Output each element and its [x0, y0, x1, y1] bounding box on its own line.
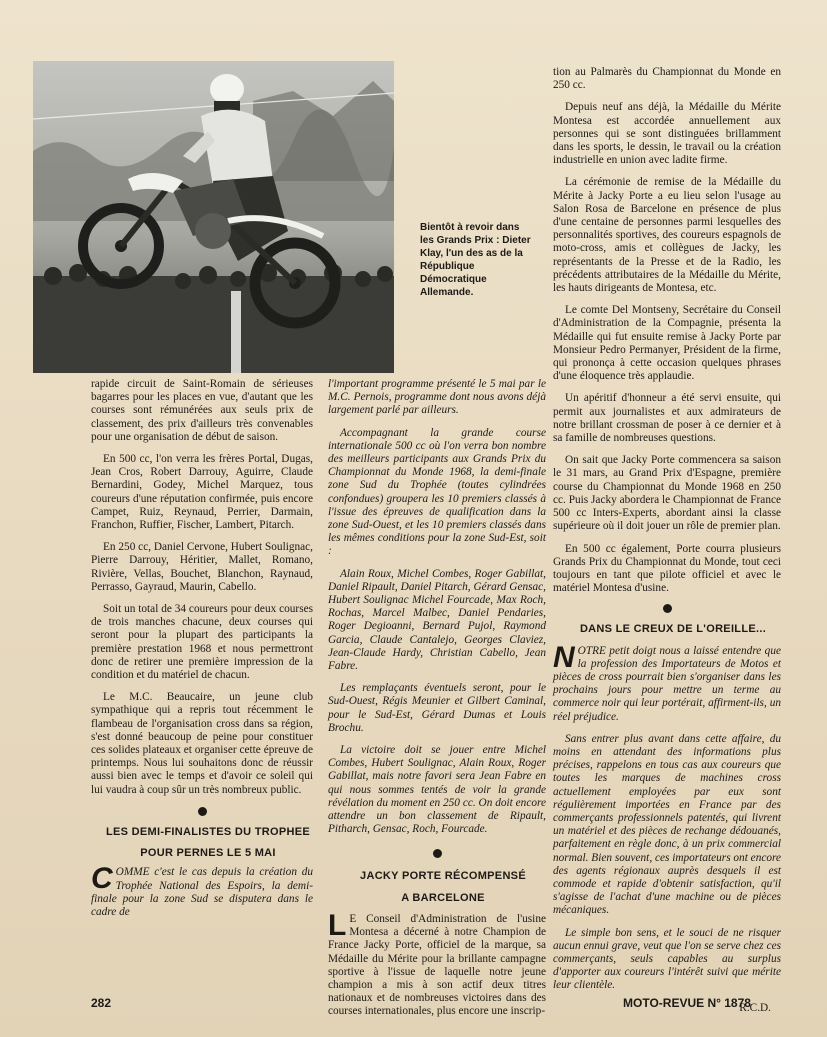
section-bullet: [198, 807, 207, 816]
drop-cap-text: OTRE petit doigt nous a laissé entendre que la profession des Importateurs de Motos et pièces de cross pourrait bien s'organiser dans les prochains jours pour mettre un terme au commerce noir qui leur portérait, affirment-ils, un réel préjudice.: [553, 644, 781, 723]
paragraph: tion au Palmarès du Championnat du Monde en 250 cc.: [553, 66, 781, 92]
section-subheading: A BARCELONE: [401, 891, 485, 904]
section-heading: JACKY PORTE RÉCOMPENSÉ: [360, 869, 526, 882]
photo-caption: Bientôt à revoir dans les Grands Prix : Dieter Klay, l'un des as de la République Démocratique Allemande.: [420, 222, 531, 298]
paragraph: En 250 cc, Daniel Cervone, Hubert Soulignac, Pierre Darrouy, Héritier, Mallet, Romano, Rivière, Vellas, Bouchet, Blanchon, Raynaud, Perrasso, Gayraud, Maurin, Cabello.: [91, 541, 313, 593]
section-heading: DANS LE CREUX DE L'OREILLE...: [579, 623, 767, 636]
signature: R.C.D.: [739, 1001, 771, 1014]
drop-cap-text: OMME c'est le cas depuis la création du Trophée National des Espoirs, la demi-finale pour la zone Sud se disputera dans le cadre de: [91, 866, 313, 918]
paragraph: Les remplaçants éventuels seront, pour le Sud-Ouest, Régis Meunier et Gilbert Caminal, pour le Sud-Est, Gérard Dumas et Louis Brochu.: [328, 682, 546, 734]
page-number: 282: [91, 996, 112, 1010]
paragraph: l'important programme présenté le 5 mai par le M.C. Pernois, programme dont nous avons déjà largement parlé par ailleurs.: [328, 378, 546, 417]
paragraph: Depuis neuf ans déjà, la Médaille du Mérite Montesa est accordée annuellement aux personnes qui se sont distinguées brillamment dans les sports, le dessin, le travail ou la création industrielle en union avec ladite firme.: [553, 101, 781, 167]
drop-cap: C: [91, 862, 113, 896]
paragraph: En 500 cc, l'on verra les frères Portal, Dugas, Jean Cros, Robert Darrouy, Aguirre, Claude Bernardini, Godey, Michel Marquez, tous coureurs d'une réputation confirmée, puis encore Campet, Ruiz, Reynaud, Perrier, Darmain, Franchon, Ruffier, Fischer, Lambert, Pitarch.: [91, 453, 313, 532]
drop-cap: L: [328, 908, 347, 942]
paragraph: rapide circuit de Saint-Romain de sérieuses bagarres pour les places en vue, d'autant que les courses sont rémunérées aux seuls prix de classement, des prix d'ailleurs très convenables pour une organisation de début de saison.: [91, 378, 313, 443]
competitor-list: Alain Roux, Michel Combes, Roger Gabillat, Daniel Ripault, Daniel Pitarch, Gérard Gensac, Hubert Soulignac Michel Fourcade, Max Roch, Rochas, Marcel Malbec, Daniel Pendaries, Roger Degioanni, Bernard Pujol, Raymond Garcia, Claude Cantalejo, Georges Claviez, Jean-Claude Hardy, Christian Cabello, Jean Fabre.: [328, 567, 546, 673]
paragraph: Le simple bon sens, et le souci de ne risquer aucun ennui grave, veut que l'on se serve chez ces commerçants, seuls capables au surplus d'apporter aux coureurs l'intérêt suivi que mérite leur clientèle.: [553, 926, 781, 992]
column-1: [91, 378, 313, 928]
paragraph: Le comte Del Montseny, Secrétaire du Conseil d'Administration de la Compagnie, présenta la Médaille qui fut ensuite remise à Jacky Porte par Monsieur Pedro Permanyer, Président de la firme, qui prononça à cette occasion quelques phrases d'une éloquence très applaudie.: [553, 304, 781, 383]
paragraph: Un apéritif d'honneur a été servi ensuite, qui permit aux journalistes et aux admirateurs de notre brillant crossman de poser à ce dernier et à sa famille de nombreuses questions.: [553, 392, 781, 445]
paragraph: [328, 908, 546, 1019]
column-2: [328, 378, 546, 1028]
paragraph: Accompagnant la grande course internationale 500 cc où l'on verra bon nombre des meilleurs participants aux Grands Prix du Championnat du Monde 1968, la demi-finale zone Sud du Trophée (toutes cylindrées confondues) groupera les 10 premiers classés à l'issue des épreuves de qualification dans la zone Sud-Ouest, et les 10 premiers classés dans les mêmes conditions pour la zone Sud-Est, soit :: [328, 426, 546, 558]
section-bullet: [433, 849, 442, 858]
paragraph: [91, 862, 313, 919]
paragraph: On sait que Jacky Porte commencera sa saison le 31 mars, au Grand Prix d'Espagne, première course du Championnat du Monde 1968 en 250 cc. Puis Jacky abordera le Championnat de France 500 cc Inters-Experts, abordant ainsi la classe supérieure où il doit jouer un rôle de premier plan.: [553, 454, 781, 533]
paragraph: Le M.C. Beaucaire, un jeune club sympathique qui a repris tout récemment le flambeau de l'organisation cross dans sa région, s'est donné beaucoup de peine pour constituer ces solides plateaux et organiser cette épreuve de printemps. Nous lui souhaitons donc de réussir aussi bien avec le temps et d'avoir ce soleil qui lui vaudra à coup sûr un très nombreux public.: [91, 691, 313, 796]
section-subheading: POUR PERNES LE 5 MAI: [140, 847, 276, 860]
magazine-issue: MOTO-REVUE N° 1878: [623, 996, 751, 1010]
drop-cap: N: [553, 640, 575, 674]
drop-cap-text: E Conseil d'Administration de l'usine Montesa a décerné à notre Champion de France Jacky Porte, officiel de la marque, sa Médaille du Mérite pour la brillante campagne sportive à l'issue de laquelle notre jeune champion a mis à son actif deux titres nationaux et de nombreuses victoires dans des courses internationales, plus encore une inscrip-: [328, 912, 546, 1018]
column-3: [553, 66, 781, 1024]
paragraph: Soit un total de 34 coureurs pour deux courses de trois manches chacune, deux courses qui seront pour la plupart des participants la première prestation 1968 et nous permettront donc de retirer une première impression de la condition et du matériel de chacun.: [91, 603, 313, 682]
paragraph: La victoire doit se jouer entre Michel Combes, Hubert Soulignac, Alain Roux, Roger Gabillat, mais notre favori sera Jean Fabre en qui nous sommes tentés de voir la grande révélation du moment en 250 cc. On doit encore attendre un bon classement de Ripault, Pitharch, Gensac, Roch, Fourcade.: [328, 744, 546, 836]
section-bullet: [663, 604, 672, 613]
paragraph: La cérémonie de remise de la Médaille du Mérite à Jacky Porte a eu lieu selon l'usage au Salon Rosa de Barcelone en présence de plus d'une centaine de personnes parmi lesquelles des personnalités sportives, des coureurs espagnols de moto-cross, amis et collègues de Jacky, les représentants de la Presse et de la Radio, les précédents attributaires de la Médaille du Mérite, les hauts dirigeants de Montesa, etc.: [553, 176, 781, 295]
paragraph: [553, 640, 781, 724]
motocross-photo-image: [33, 61, 394, 373]
motocross-photo: [33, 61, 394, 373]
section-heading: LES DEMI-FINALISTES DU TROPHEE: [106, 825, 310, 838]
paragraph: En 500 cc également, Porte courra plusieurs Grands Prix du Championnat du Monde, tout ceci toujours en tant que pilote officiel et avec le matériel Montesa d'usine.: [553, 542, 781, 595]
paragraph: Sans entrer plus avant dans cette affaire, du moins en attendant des informations plus précises, rappelons en tous cas aux coureurs que toutes les marques de machines cross actuellement employées par eux sont régulièrement importées en France par des commerçants professionnels patentés, qui livrent un matériel et des pièces de rechange dédouanés, parfaitement en règle donc, à un prix commercial normal. Bien souvent, ces importateurs ont encore des agents régionaux auprès desquels il est commode et rapide d'obtenir satisfaction, qu'il s'agisse de l'achat d'une machine ou de pièces mécaniques.: [553, 732, 781, 917]
